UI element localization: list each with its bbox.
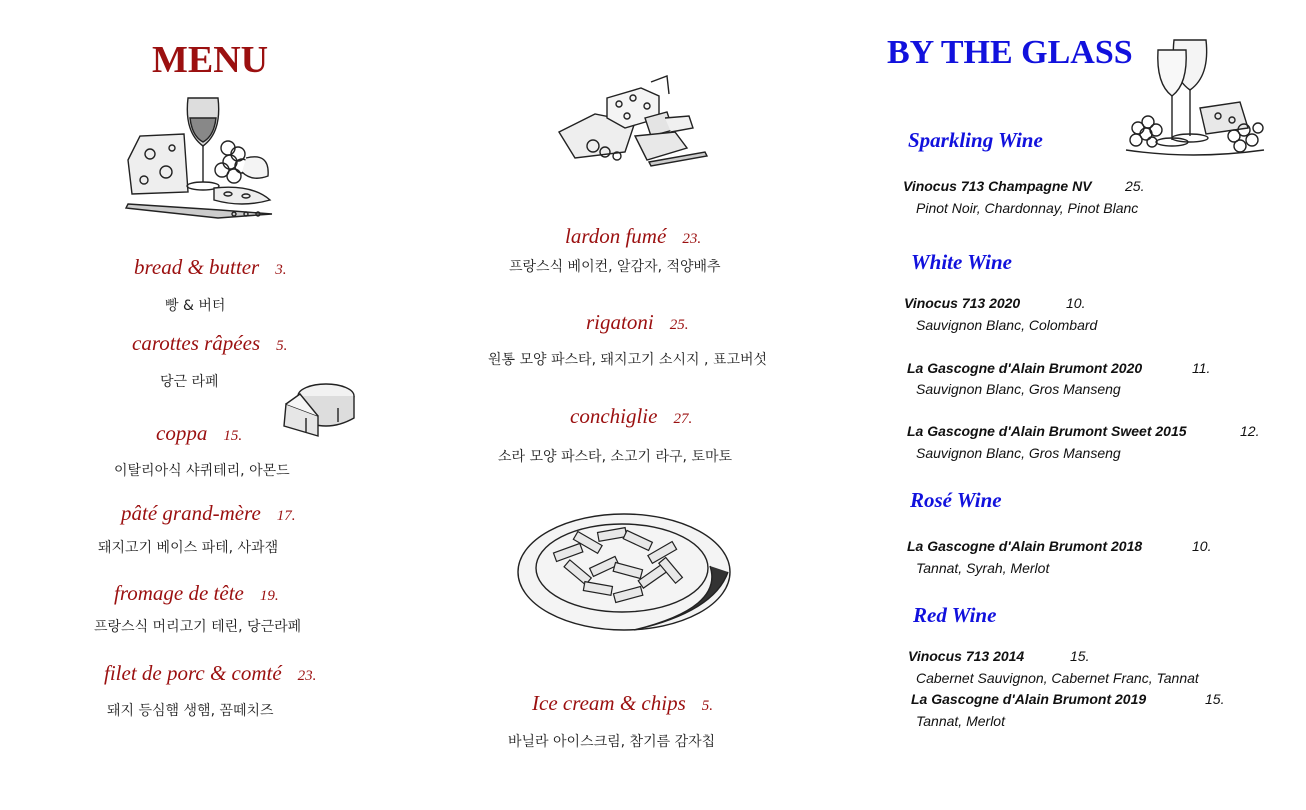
menu-item-3: [156, 421, 242, 446]
wine-grapes: Cabernet Sauvignon, Cabernet Franc, Tannat: [916, 670, 1199, 686]
dish-korean: 빵 & 버터: [165, 298, 226, 314]
by-the-glass-title: BY THE GLASS: [887, 34, 1133, 71]
dish-korean: 바닐라 아이스크림, 참기름 감자칩: [508, 734, 716, 750]
dish-name: conchiglie: [570, 404, 658, 428]
menu-item-5: [114, 581, 279, 606]
red-wine-heading: Red Wine: [913, 603, 997, 627]
dish-price: 23.: [682, 231, 702, 247]
dish-name: carottes râpées: [132, 331, 261, 355]
wine-name: La Gascogne d'Alain Brumont 2018: [907, 538, 1143, 554]
wine-name: Vinocus 713 2014: [908, 648, 1025, 664]
wine-grapes: Sauvignon Blanc, Gros Manseng: [916, 381, 1121, 397]
dish-name: pâté grand-mère: [121, 501, 261, 525]
wine-name: La Gascogne d'Alain Brumont Sweet 2015: [907, 423, 1187, 439]
wine-grapes: Sauvignon Blanc, Colombard: [916, 317, 1098, 333]
dish-korean: 프랑스식 머리고기 테린, 당근라페: [94, 619, 302, 635]
wine-grapes: Pinot Noir, Chardonnay, Pinot Blanc: [916, 200, 1139, 216]
dish-korean: 돼지 등심햄 생햄, 꼼떼치즈: [107, 703, 274, 719]
wine-name: La Gascogne d'Alain Brumont 2019: [911, 691, 1147, 707]
rose-wine-heading: Rosé Wine: [910, 488, 1002, 512]
menu-item-4: [121, 501, 296, 526]
menu-title: MENU: [152, 39, 269, 81]
wine-price: 15.: [1070, 648, 1090, 664]
wine-name: Vinocus 713 2020: [904, 295, 1021, 311]
dish-name: filet de porc & comté: [104, 661, 282, 685]
dish-name: fromage de tête: [114, 581, 244, 605]
wine-name: La Gascogne d'Alain Brumont 2020: [907, 360, 1143, 376]
white-wine-heading: White Wine: [911, 250, 1012, 274]
dish-korean: 원통 모양 파스타, 돼지고기 소시지 , 표고버섯: [488, 352, 768, 368]
wine-name: Vinocus 713 Champagne NV: [903, 178, 1092, 194]
dish-name: Ice cream & chips: [532, 691, 686, 715]
menu-item-10: [532, 691, 713, 716]
dish-price: 25.: [669, 317, 689, 333]
wine-grapes: Sauvignon Blanc, Gros Manseng: [916, 445, 1121, 461]
dish-price: 5.: [701, 698, 713, 714]
menu-item-9: [570, 404, 692, 429]
dish-korean: 프랑스식 베이컨, 알감자, 적양배추: [509, 259, 721, 275]
menu-item-1: [134, 255, 286, 280]
dish-korean: 이탈리아식 샤퀴테리, 아몬드: [114, 463, 290, 479]
dish-price: 23.: [297, 668, 317, 684]
wine-cheese-illustration: [122, 92, 282, 224]
dish-price: 5.: [276, 338, 288, 354]
menu-item-7: [565, 224, 701, 249]
wine-glasses-illustration: [1122, 36, 1268, 162]
wine-price: 25.: [1125, 178, 1145, 194]
wine-grapes: Tannat, Syrah, Merlot: [916, 560, 1050, 576]
menu-item-2: [132, 331, 287, 356]
dish-price: 15.: [223, 428, 243, 444]
dish-name: lardon fumé: [565, 224, 667, 248]
wine-price: 10.: [1192, 538, 1212, 554]
dish-price: 27.: [673, 411, 693, 427]
pasta-plate-illustration: [514, 508, 734, 634]
wine-price: 12.: [1240, 423, 1260, 439]
wine-grapes: Tannat, Merlot: [916, 713, 1005, 729]
dish-korean: 당근 라페: [160, 374, 219, 390]
cheese-wedge-illustration: [278, 378, 358, 444]
dish-price: 17.: [276, 508, 296, 524]
dish-korean: 소라 모양 파스타, 소고기 라구, 토마토: [498, 449, 733, 465]
sparkling-wine-heading: Sparkling Wine: [908, 128, 1043, 152]
menu-item-6: [104, 661, 316, 686]
menu-item-8: [586, 310, 688, 335]
wine-price: 15.: [1205, 691, 1225, 707]
cheese-board-illustration: [555, 72, 715, 172]
dish-name: coppa: [156, 421, 208, 445]
dish-korean: 돼지고기 베이스 파테, 사과잼: [98, 540, 279, 556]
dish-price: 19.: [259, 588, 279, 604]
wine-price: 10.: [1066, 295, 1086, 311]
dish-price: 3.: [275, 262, 287, 278]
dish-name: rigatoni: [586, 310, 654, 334]
wine-price: 11.: [1192, 360, 1211, 376]
dish-name: bread & butter: [134, 255, 260, 279]
